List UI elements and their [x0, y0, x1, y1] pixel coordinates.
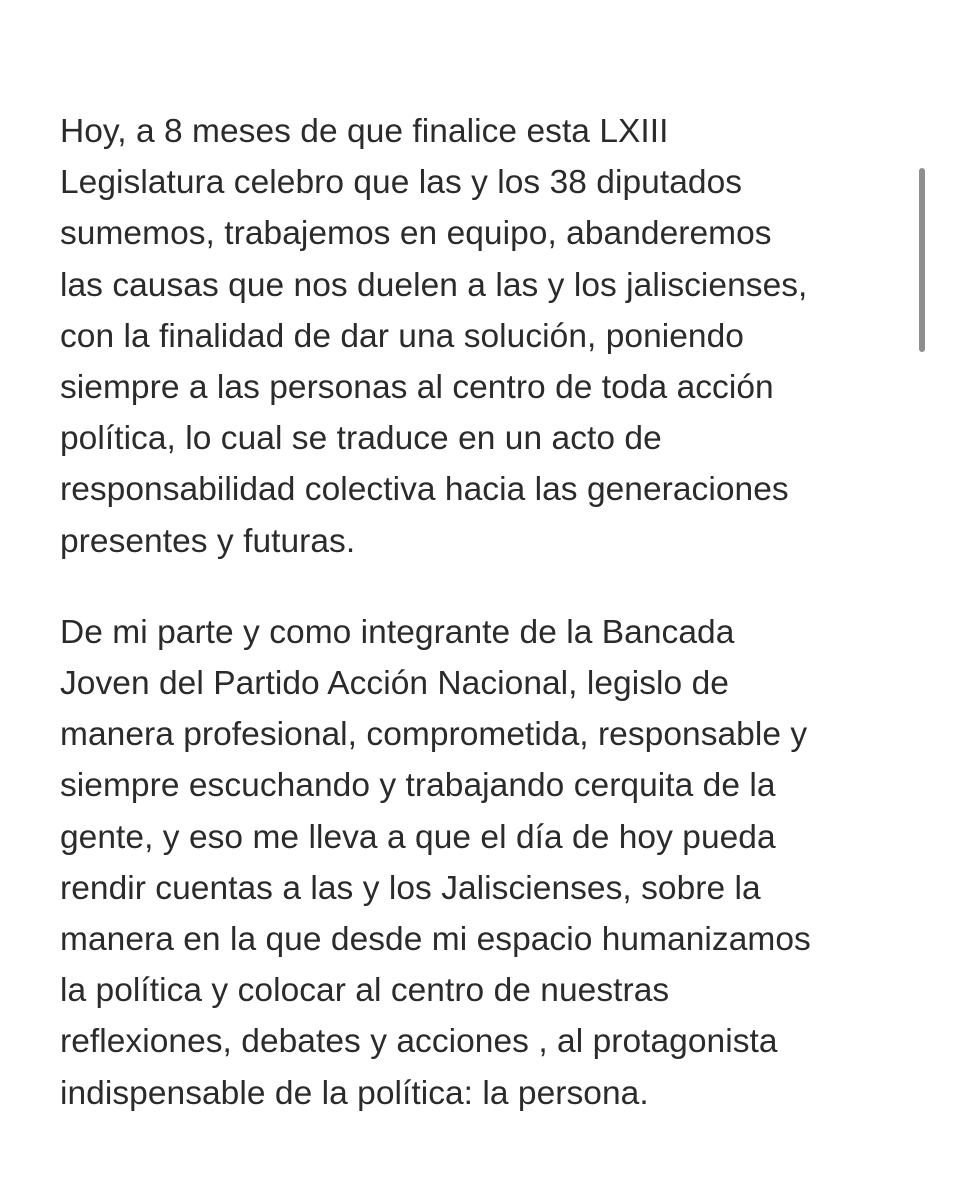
- text-line: reflexiones, debates y acciones , al protagonista: [60, 1023, 778, 1061]
- text-line: indispensable de la política: la persona.: [60, 1074, 649, 1112]
- text-line: siempre a las personas al centro de toda acción: [60, 369, 774, 407]
- text-line: Joven del Partido Acción Nacional, legislo de: [60, 665, 729, 703]
- paragraph-2: [60, 607, 900, 1119]
- text-line: gente, y eso me lleva a que el día de hoy pueda: [60, 818, 776, 856]
- text-line: Legislatura celebro que las y los 38 diputados: [60, 164, 743, 202]
- paragraph-1: [60, 106, 900, 567]
- text-line: sumemos, trabajemos en equipo, abanderemos: [60, 215, 772, 253]
- text-line: las causas que nos duelen a las y los jaliscienses,: [60, 266, 808, 304]
- text-line: presentes y futuras.: [60, 522, 356, 560]
- text-line: siempre escuchando y trabajando cerquita de la: [60, 767, 776, 805]
- document-body: [60, 106, 900, 1119]
- text-line: rendir cuentas a las y los Jaliscienses, sobre la: [60, 869, 761, 907]
- text-line: manera en la que desde mi espacio humanizamos: [60, 921, 811, 959]
- text-line: política, lo cual se traduce en un acto de: [60, 420, 662, 458]
- text-line: responsabilidad colectiva hacia las generaciones: [60, 471, 789, 509]
- text-line: manera profesional, comprometida, responsable y: [60, 716, 808, 754]
- vertical-scrollbar[interactable]: [919, 168, 925, 352]
- text-line: la política y colocar al centro de nuestras: [60, 972, 670, 1010]
- text-line: De mi parte y como integrante de la Bancada: [60, 613, 735, 651]
- text-line: Hoy, a 8 meses de que finalice esta LXIII: [60, 113, 669, 150]
- text-line: con la finalidad de dar una solución, poniendo: [60, 317, 744, 355]
